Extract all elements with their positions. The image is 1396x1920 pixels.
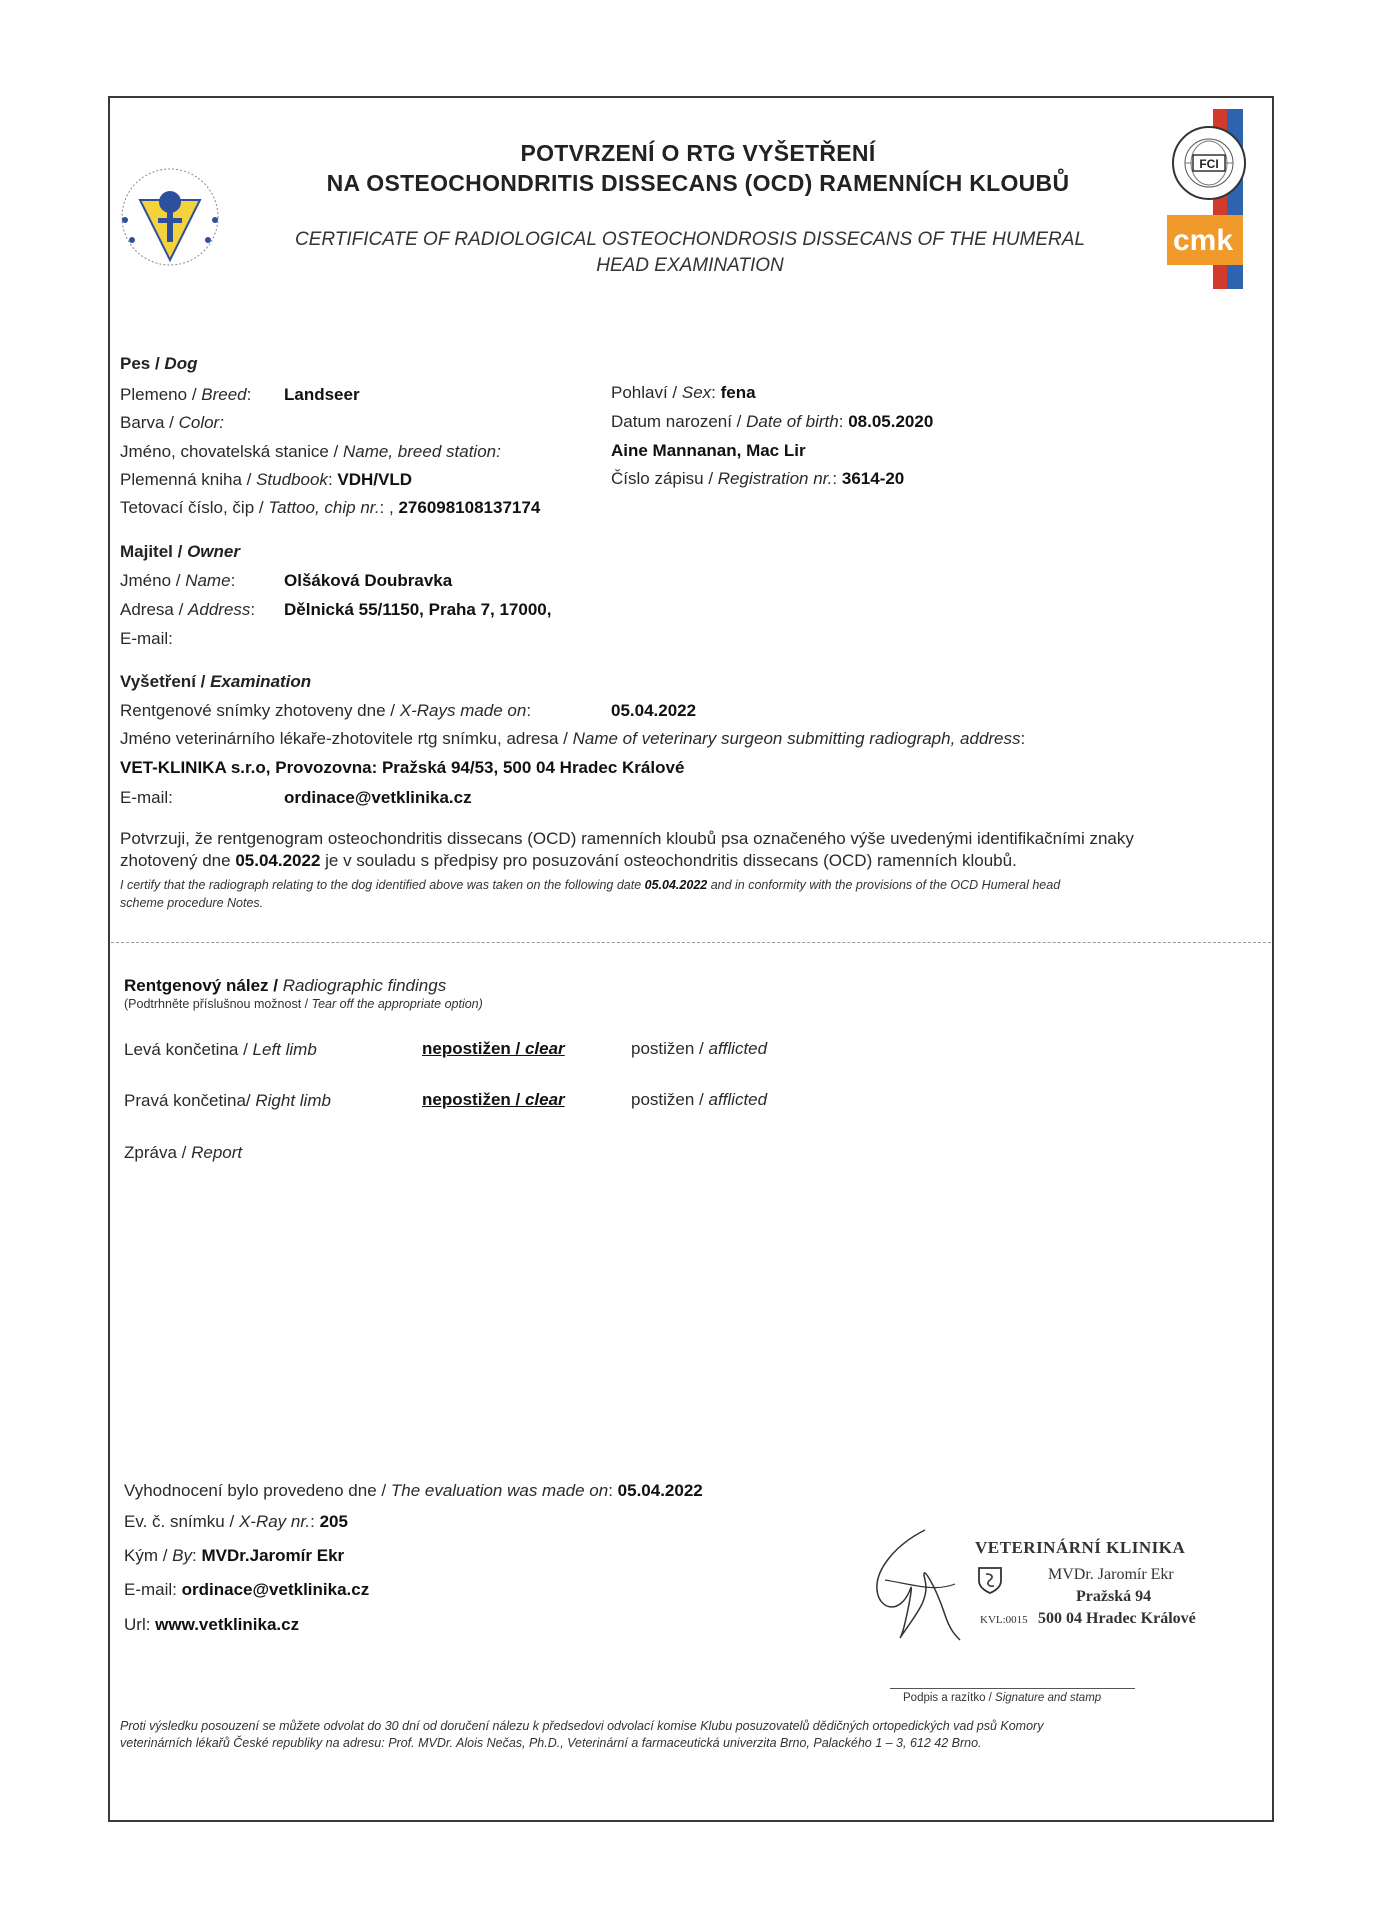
studbook-value: VDH/VLD xyxy=(337,470,413,489)
sex-value: fena xyxy=(720,383,756,402)
confirm-en-line-1: I certify that the radiograph relating to the dog identified above was taken on the following date 05.04.2022 and in conformity with the provisions of the OCD Humeral head xyxy=(120,878,1061,892)
name-label: Jméno, chovatelská stanice / Name, breed station: xyxy=(120,442,501,461)
studbook-label: Plemenná kniha / Studbook: VDH/VLD xyxy=(120,470,413,489)
right-limb-clear[interactable]: nepostižen / clear xyxy=(422,1090,565,1109)
owner-name-label: Jméno / Name: xyxy=(120,571,236,590)
cmku-text: cmk xyxy=(1173,224,1234,257)
left-limb-label: Levá končetina / Left limb xyxy=(124,1040,317,1059)
owner-section-heading: Majitel / Owner xyxy=(120,542,240,561)
report-label: Zpráva / Report xyxy=(124,1143,243,1162)
name-value: Aine Mannanan, Mac Lir xyxy=(611,441,806,460)
confirm-cz-line-1: Potvrzuji, že rentgenogram osteochondritis dissecans (OCD) ramenních kloubů psa označeného výše uvedenými identifikačními znaky xyxy=(120,829,1134,848)
dob-label: Datum narození / Date of birth: 08.05.2020 xyxy=(611,412,934,431)
tear-off-divider xyxy=(111,942,1271,943)
subtitle-line-2: HEAD EXAMINATION xyxy=(596,255,784,276)
tattoo-value: 276098108137174 xyxy=(398,498,541,517)
stamp-line-2: MVDr. Jaromír Ekr xyxy=(1048,1566,1174,1583)
evaluation-email: E-mail: ordinace@vetklinika.cz xyxy=(124,1580,370,1599)
dog-section-heading: Pes / Dog xyxy=(120,354,198,373)
fci-text: FCI xyxy=(1199,157,1219,171)
exam-email-value: ordinace@vetklinika.cz xyxy=(284,788,472,807)
exam-section-heading: Vyšetření / Examination xyxy=(120,672,312,691)
subtitle-line-1: CERTIFICATE OF RADIOLOGICAL OSTEOCHONDROSIS DISSECANS OF THE HUMERAL xyxy=(294,229,1086,250)
stamp-kvl: KVL:0015 xyxy=(980,1614,1028,1626)
confirm-cz-line-2: zhotovený dne 05.04.2022 je v souladu s předpisy pro posuzování osteochondritis dissecans (OCD) ramenních kloubů. xyxy=(120,851,1017,870)
exam-email-label: E-mail: xyxy=(120,788,173,807)
footer-line-2: veterinárních lékařů České republiky na adresu: Prof. MVDr. Alois Nečas, Ph.D., Veterinární a farmaceutická univerzita Brno, Palackého 1 – 3, 612 42 Brno. xyxy=(120,1736,982,1750)
owner-address-label: Adresa / Address: xyxy=(120,600,256,619)
vet-value: VET-KLINIKA s.r.o, Provozovna: Pražská 94/53, 500 04 Hradec Králové xyxy=(120,758,685,777)
title-line-2: NA OSTEOCHONDRITIS DISSECANS (OCD) RAMENNÍCH KLOUBŮ xyxy=(326,170,1070,196)
handwritten-signature-icon xyxy=(855,1520,975,1650)
footer-line-1: Proti výsledku posouzení se můžete odvolat do 30 dní od doručení nálezu k předsedovi odvolací komise Klubu posuzovatelů dědičných ortopedických vad psů Komory xyxy=(120,1719,1044,1733)
left-limb-clear[interactable]: nepostižen / clear xyxy=(422,1039,565,1058)
fci-cmku-logo-icon xyxy=(1165,105,1265,293)
tattoo-label: Tetovací číslo, čip / Tattoo, chip nr.: , 276098108137174 xyxy=(120,498,541,517)
owner-email-label: E-mail: xyxy=(120,629,173,648)
stamp-line-3: Pražská 94 xyxy=(1076,1588,1152,1605)
evaluated-by: Kým / By: MVDr.Jaromír Ekr xyxy=(124,1546,345,1565)
stamp-line-1: VETERINÁRNÍ KLINIKA xyxy=(975,1538,1186,1557)
stamp-line-4: 500 04 Hradec Králové xyxy=(1038,1610,1196,1627)
signature-line xyxy=(890,1688,1135,1689)
right-limb-label: Pravá končetina/ Right limb xyxy=(124,1091,331,1110)
stamp-shield-icon xyxy=(976,1565,1004,1595)
reg-label: Číslo zápisu / Registration nr.: 3614-20 xyxy=(611,469,905,488)
color-label: Barva / Color: xyxy=(120,413,224,432)
reg-value: 3614-20 xyxy=(841,469,905,488)
evaluation-url: Url: www.vetklinika.cz xyxy=(124,1615,300,1634)
left-limb-afflicted[interactable]: postižen / afflicted xyxy=(631,1039,768,1058)
breed-value: Landseer xyxy=(284,385,360,404)
signature-caption: Podpis a razítko / Signature and stamp xyxy=(903,1692,1102,1704)
xray-number: Ev. č. snímku / X-Ray nr.: 205 xyxy=(124,1512,348,1531)
right-limb-afflicted[interactable]: postižen / afflicted xyxy=(631,1090,768,1109)
owner-name-value: Olšáková Doubravka xyxy=(284,571,453,590)
dob-value: 08.05.2020 xyxy=(848,412,934,431)
owner-address-value: Dělnická 55/1150, Praha 7, 17000, xyxy=(284,600,552,619)
findings-heading: Rentgenový nález / Radiographic findings xyxy=(124,976,447,995)
confirm-en-line-2: scheme procedure Notes. xyxy=(120,896,264,910)
xray-date-label: Rentgenové snímky zhotoveny dne / X-Rays made on: xyxy=(120,701,532,720)
evaluation-date: Vyhodnocení bylo provedeno dne / The evaluation was made on: 05.04.2022 xyxy=(124,1481,703,1500)
title-line-1: POTVRZENÍ O RTG VYŠETŘENÍ xyxy=(520,140,876,166)
breed-label: Plemeno / Breed: xyxy=(120,385,252,404)
findings-hint: (Podtrhněte příslušnou možnost / Tear off the appropriate option) xyxy=(124,997,483,1011)
xray-date-value: 05.04.2022 xyxy=(611,701,697,720)
sex-label: Pohlaví / Sex: fena xyxy=(611,383,756,402)
vet-label: Jméno veterinárního lékaře-zhotovitele rtg snímku, adresa / Name of veterinary surgeon submitting radiograph, address: xyxy=(120,729,1026,748)
